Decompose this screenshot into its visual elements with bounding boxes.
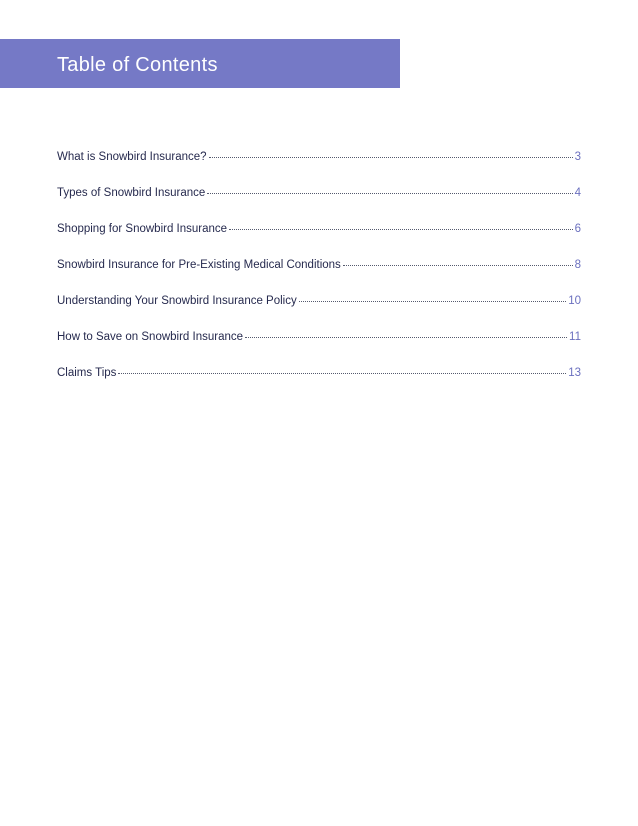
toc-entry[interactable]: [57, 256, 581, 274]
toc-entry-label[interactable]: Types of Snowbird Insurance: [57, 187, 206, 199]
toc-dot-leader: [299, 301, 566, 302]
toc-entry-page[interactable]: 13: [568, 367, 581, 379]
toc-entry[interactable]: [57, 292, 581, 310]
toc-dot-leader: [209, 157, 573, 158]
toc-dot-leader: [118, 373, 566, 374]
toc-entry-label[interactable]: Claims Tips: [57, 367, 117, 379]
toc-dot-leader: [245, 337, 567, 338]
toc-dot-leader: [207, 193, 572, 194]
page-title: Table of Contents: [57, 54, 218, 76]
toc-entry-label[interactable]: Snowbird Insurance for Pre-Existing Medical Conditions: [57, 259, 341, 271]
toc-entry-page[interactable]: 3: [574, 151, 581, 163]
toc-entry[interactable]: [57, 220, 581, 238]
toc-entry-page[interactable]: 11: [569, 331, 581, 343]
toc-entry-page[interactable]: 10: [568, 295, 581, 307]
toc-list: [57, 148, 581, 400]
toc-entry[interactable]: [57, 364, 581, 382]
toc-dot-leader: [229, 229, 573, 230]
toc-dot-leader: [343, 265, 573, 266]
toc-entry[interactable]: [57, 148, 581, 166]
toc-entry-page[interactable]: 6: [574, 223, 581, 235]
toc-entry-label[interactable]: What is Snowbird Insurance?: [57, 151, 207, 163]
title-banner: [0, 39, 400, 88]
toc-entry-page[interactable]: 4: [574, 187, 581, 199]
toc-entry[interactable]: [57, 328, 581, 346]
toc-entry-label[interactable]: Understanding Your Snowbird Insurance Policy: [57, 295, 297, 307]
toc-entry-label[interactable]: How to Save on Snowbird Insurance: [57, 331, 244, 343]
toc-entry-label[interactable]: Shopping for Snowbird Insurance: [57, 223, 228, 235]
toc-entry[interactable]: [57, 184, 581, 202]
toc-entry-page[interactable]: 8: [574, 259, 581, 271]
